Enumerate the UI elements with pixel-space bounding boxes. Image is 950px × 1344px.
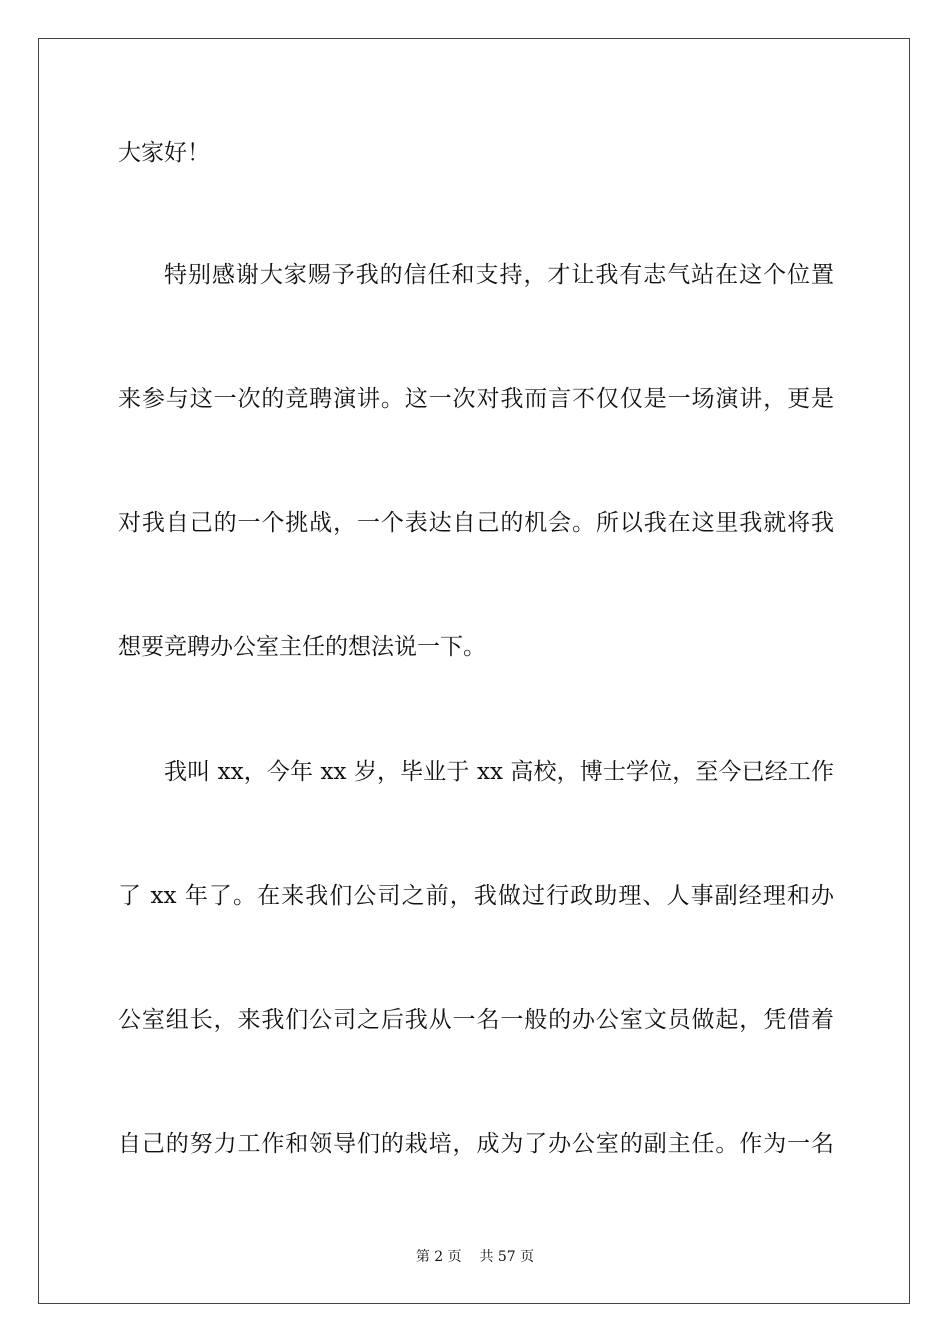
paragraph-2-line-1: 我叫 xx，今年 xx 岁，毕业于 xx 高校，博士学位，至今已经工作	[164, 759, 834, 785]
total-pages: 共 57 页	[479, 1249, 535, 1265]
paragraph-2-line-3: 公室组长，来我们公司之后我从一名一般的办公室文员做起，凭借着	[118, 1007, 834, 1033]
paragraph-1-line-1: 特别感谢大家赐予我的信任和支持，才让我有志气站在这个位置	[164, 262, 834, 288]
paragraph-1-line-4: 想要竞聘办公室主任的想法说一下。	[118, 634, 486, 660]
paragraph-1-line-3: 对我自己的一个挑战，一个表达自己的机会。所以我在这里我就将我	[118, 510, 834, 536]
page-border	[38, 38, 910, 1304]
greeting-line: 大家好！	[118, 140, 210, 166]
paragraph-1-line-2: 来参与这一次的竞聘演讲。这一次对我而言不仅仅是一场演讲，更是	[118, 386, 834, 412]
page-number: 第 2 页	[415, 1249, 462, 1265]
page-footer	[0, 1248, 950, 1266]
paragraph-2-line-4: 自己的努力工作和领导们的栽培，成为了办公室的副主任。作为一名	[118, 1131, 834, 1157]
paragraph-2-line-2: 了 xx 年了。在来我们公司之前，我做过行政助理、人事副经理和办	[118, 883, 834, 909]
